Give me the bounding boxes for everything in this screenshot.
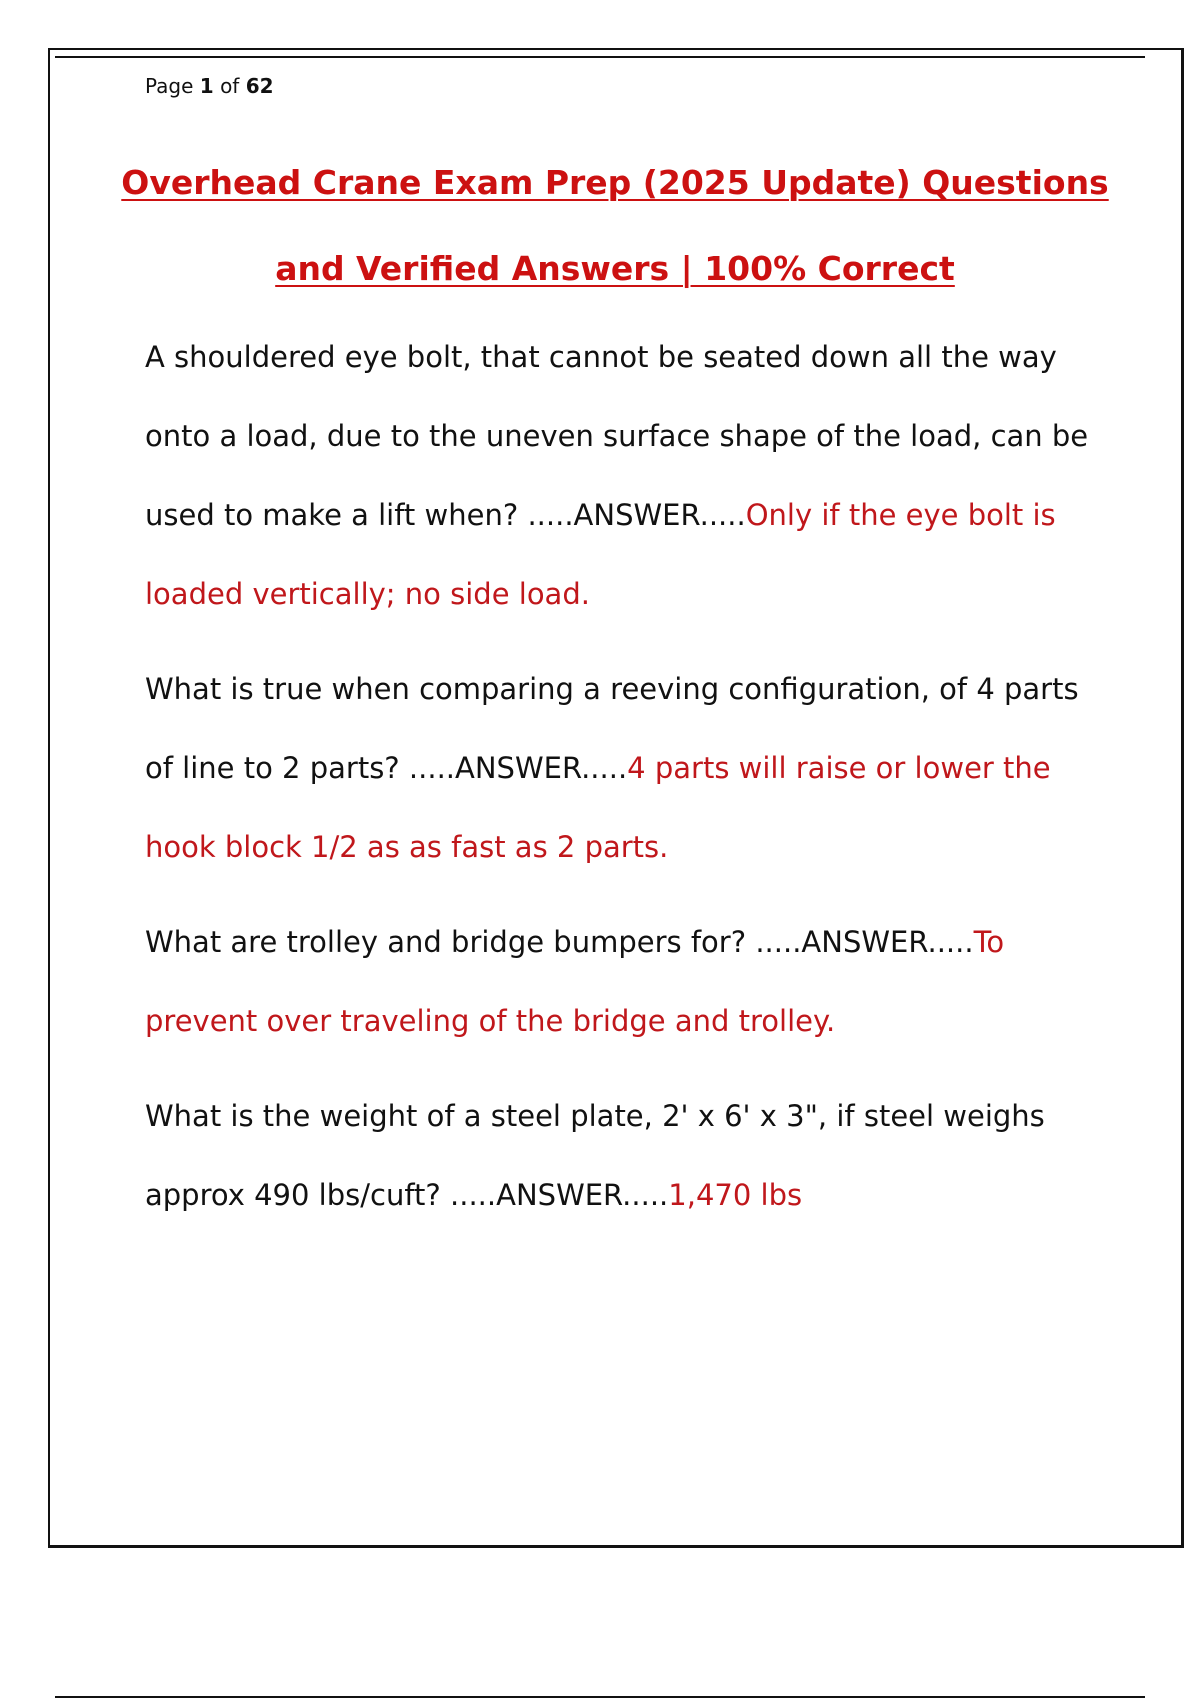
title-line-2: and Verified Answers | 100% Correct xyxy=(275,249,955,288)
page-number xyxy=(145,74,274,98)
answer-text: To prevent over traveling of the bridge and trolley. xyxy=(145,925,1005,1038)
qa-item xyxy=(145,1077,1095,1235)
page-current: 1 xyxy=(199,74,214,98)
bottom-rule xyxy=(55,1696,1145,1698)
qa-list xyxy=(145,318,1095,1251)
question-text: What is true when comparing a reeving configuration, of 4 parts of line to 2 parts? xyxy=(145,672,1079,785)
answer-marker: .....ANSWER..... xyxy=(450,1178,669,1212)
qa-item xyxy=(145,318,1095,634)
answer-text: Only if the eye bolt is loaded vertically; no side load. xyxy=(145,498,1056,611)
page-total: 62 xyxy=(245,74,274,98)
answer-text: 1,470 lbs xyxy=(668,1178,803,1212)
document-title xyxy=(120,140,1110,312)
qa-item xyxy=(145,650,1095,887)
title-line-1: Overhead Crane Exam Prep (2025 Update) Questions xyxy=(121,163,1109,202)
question-text: What is the weight of a steel plate, 2' x 6' x 3", if steel weighs approx 490 lbs/cuft? xyxy=(145,1099,1045,1212)
page-of: of xyxy=(220,74,240,98)
answer-marker: .....ANSWER..... xyxy=(755,925,974,959)
answer-marker: .....ANSWER..... xyxy=(527,498,746,532)
answer-marker: .....ANSWER..... xyxy=(408,751,628,785)
page-label: Page xyxy=(145,74,194,98)
qa-item xyxy=(145,903,1095,1061)
question-text: A shouldered eye bolt, that cannot be seated down all the way onto a load, due to the uneven surface shape of the load, can be used to make a lift when? xyxy=(145,340,1089,532)
answer-text: 4 parts will raise or lower the hook block 1/2 as as fast as 2 parts. xyxy=(145,751,1051,864)
question-text: What are trolley and bridge bumpers for? xyxy=(145,925,756,959)
